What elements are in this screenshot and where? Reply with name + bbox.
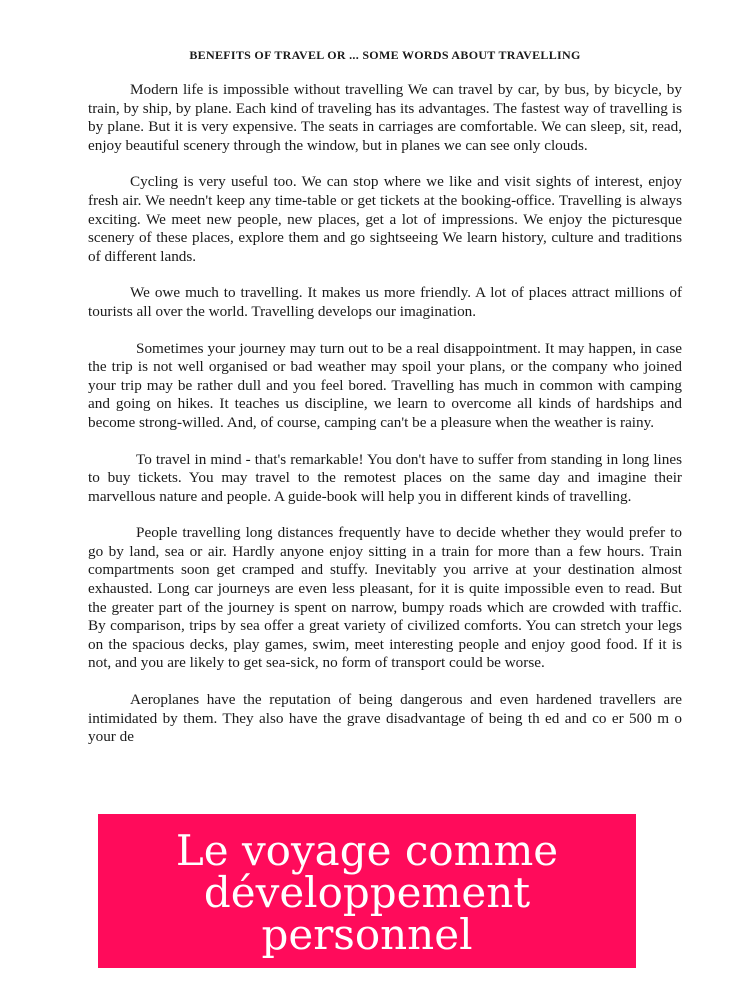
paragraph: Modern life is impossible without travelling We can travel by car, by bus, by bicycle, by train, by ship, by plane. Each kind of traveling has its advantages. The fastest way of travelling is by plane. But it is very expensive. The seats in carriages are comfortable. We can sleep, sit, read, enjoy beautiful scenery through the window, but in planes we can see only clouds. xyxy=(88,81,682,154)
paragraph: We owe much to travelling. It makes us more friendly. A lot of places attract millions of tourists all over the world. Travelling develops our imagination. xyxy=(88,284,682,320)
document-page xyxy=(88,48,682,765)
paragraph: People travelling long distances frequently have to decide whether they would prefer to go by land, sea or air. Hardly anyone enjoy sitting in a train for more than a few hours. Train compartments soon get cramped and stuffy. Inevitably you arrive at your destination almost exhausted. Long car journeys are even less pleasant, for it is quite impossible even to read. But the greater part of the journey is spent on narrow, bumpy roads which are crowded with traffic. By comparison, trips by sea offer a great variety of civilized comforts. You can stretch your legs on the spacious decks, play games, swim, meet interesting people and enjoy good food. If it is not, and you are likely to get sea-sick, no form of transport could be worse. xyxy=(88,524,682,672)
paragraph: Sometimes your journey may turn out to be a real disappointment. It may happen, in case the trip is not well organised or bad weather may spoil your plans, or the company who joined your trip may be rather dull and you feel bored. Travelling has much in common with camping and going on hikes. It teaches us discipline, we learn to overcome all kinds of hardships and become strong-willed. And, of course, camping can't be a pleasure when the weather is rainy. xyxy=(88,339,682,431)
paragraph: Aeroplanes have the reputation of being dangerous and even hardened travellers are intimidated by them. They also have the grave disadvantage of being th ed and co er 500 m o your de xyxy=(88,691,682,746)
title-banner xyxy=(98,814,636,968)
banner-title: Le voyage comme développement personnel xyxy=(175,826,559,959)
paragraph: To travel in mind - that's remarkable! You don't have to suffer from standing in long lines to buy tickets. You may travel to the remotest places on the same day and imagine their marvellous nature and people. A guide-book will help you in different kinds of travelling. xyxy=(88,450,682,505)
paragraph: Cycling is very useful too. We can stop where we like and visit sights of interest, enjoy fresh air. We needn't keep any time-table or get tickets at the booking-office. Travelling is always exciting. We meet new people, new places, get a lot of impressions. We enjoy the picturesque scenery of these places, explore them and go sightseeing We learn history, culture and traditions of different lands. xyxy=(88,173,682,265)
document-title: BENEFITS OF TRAVEL OR ... SOME WORDS ABOUT TRAVELLING xyxy=(189,48,581,62)
